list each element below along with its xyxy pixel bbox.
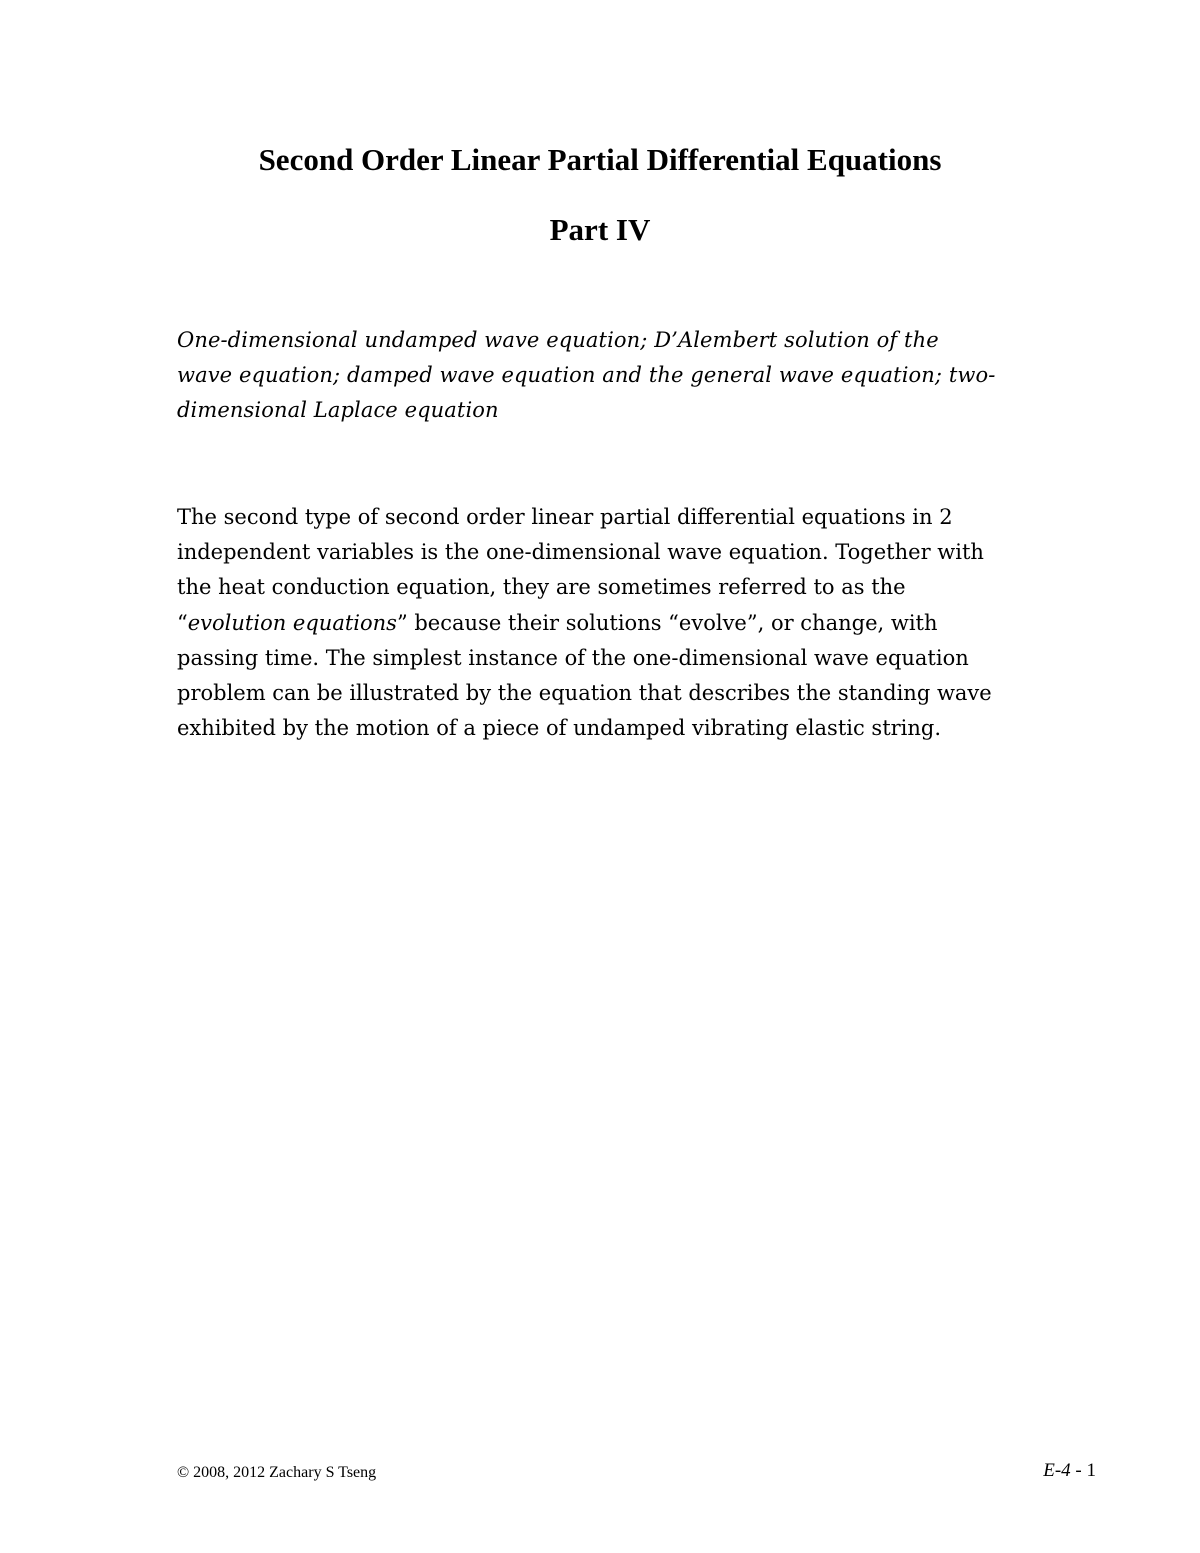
body-line: the heat conduction equation, they are sometimes referred to as the — [177, 575, 906, 600]
page-subtitle: Part IV — [549, 212, 651, 247]
body-paragraph — [177, 500, 1037, 746]
topics-summary — [177, 323, 1037, 428]
body-line — [177, 606, 1037, 641]
page-number: 1 — [1086, 1460, 1096, 1481]
page-chapter: E-4 — [1043, 1460, 1071, 1481]
open-quote: “ — [177, 610, 188, 635]
footer-page-number — [1043, 1460, 1096, 1482]
body-line-rest: ” because their solutions “evolve”, or change, with — [396, 610, 938, 635]
topics-line: wave equation; damped wave equation and the general wave equation; two- — [177, 363, 996, 387]
body-line: passing time. The simplest instance of the one-dimensional wave equation — [177, 645, 969, 670]
topics-line: One-dimensional undamped wave equation; D’Alembert solution of the — [177, 328, 939, 352]
body-line: exhibited by the motion of a piece of undamped vibrating elastic string. — [177, 716, 942, 741]
footer-copyright: © 2008, 2012 Zachary S Tseng — [177, 1464, 377, 1481]
page-separator: - — [1070, 1460, 1087, 1481]
body-line: independent variables is the one-dimensional wave equation. Together with — [177, 540, 984, 565]
emphasis-term: evolution equations — [187, 610, 397, 635]
topics-line: dimensional Laplace equation — [177, 398, 499, 422]
body-line: The second type of second order linear partial differential equations in 2 — [177, 505, 953, 529]
body-line: problem can be illustrated by the equation that describes the standing wave — [177, 681, 992, 706]
page-title: Second Order Linear Partial Differential Equations — [258, 142, 942, 177]
